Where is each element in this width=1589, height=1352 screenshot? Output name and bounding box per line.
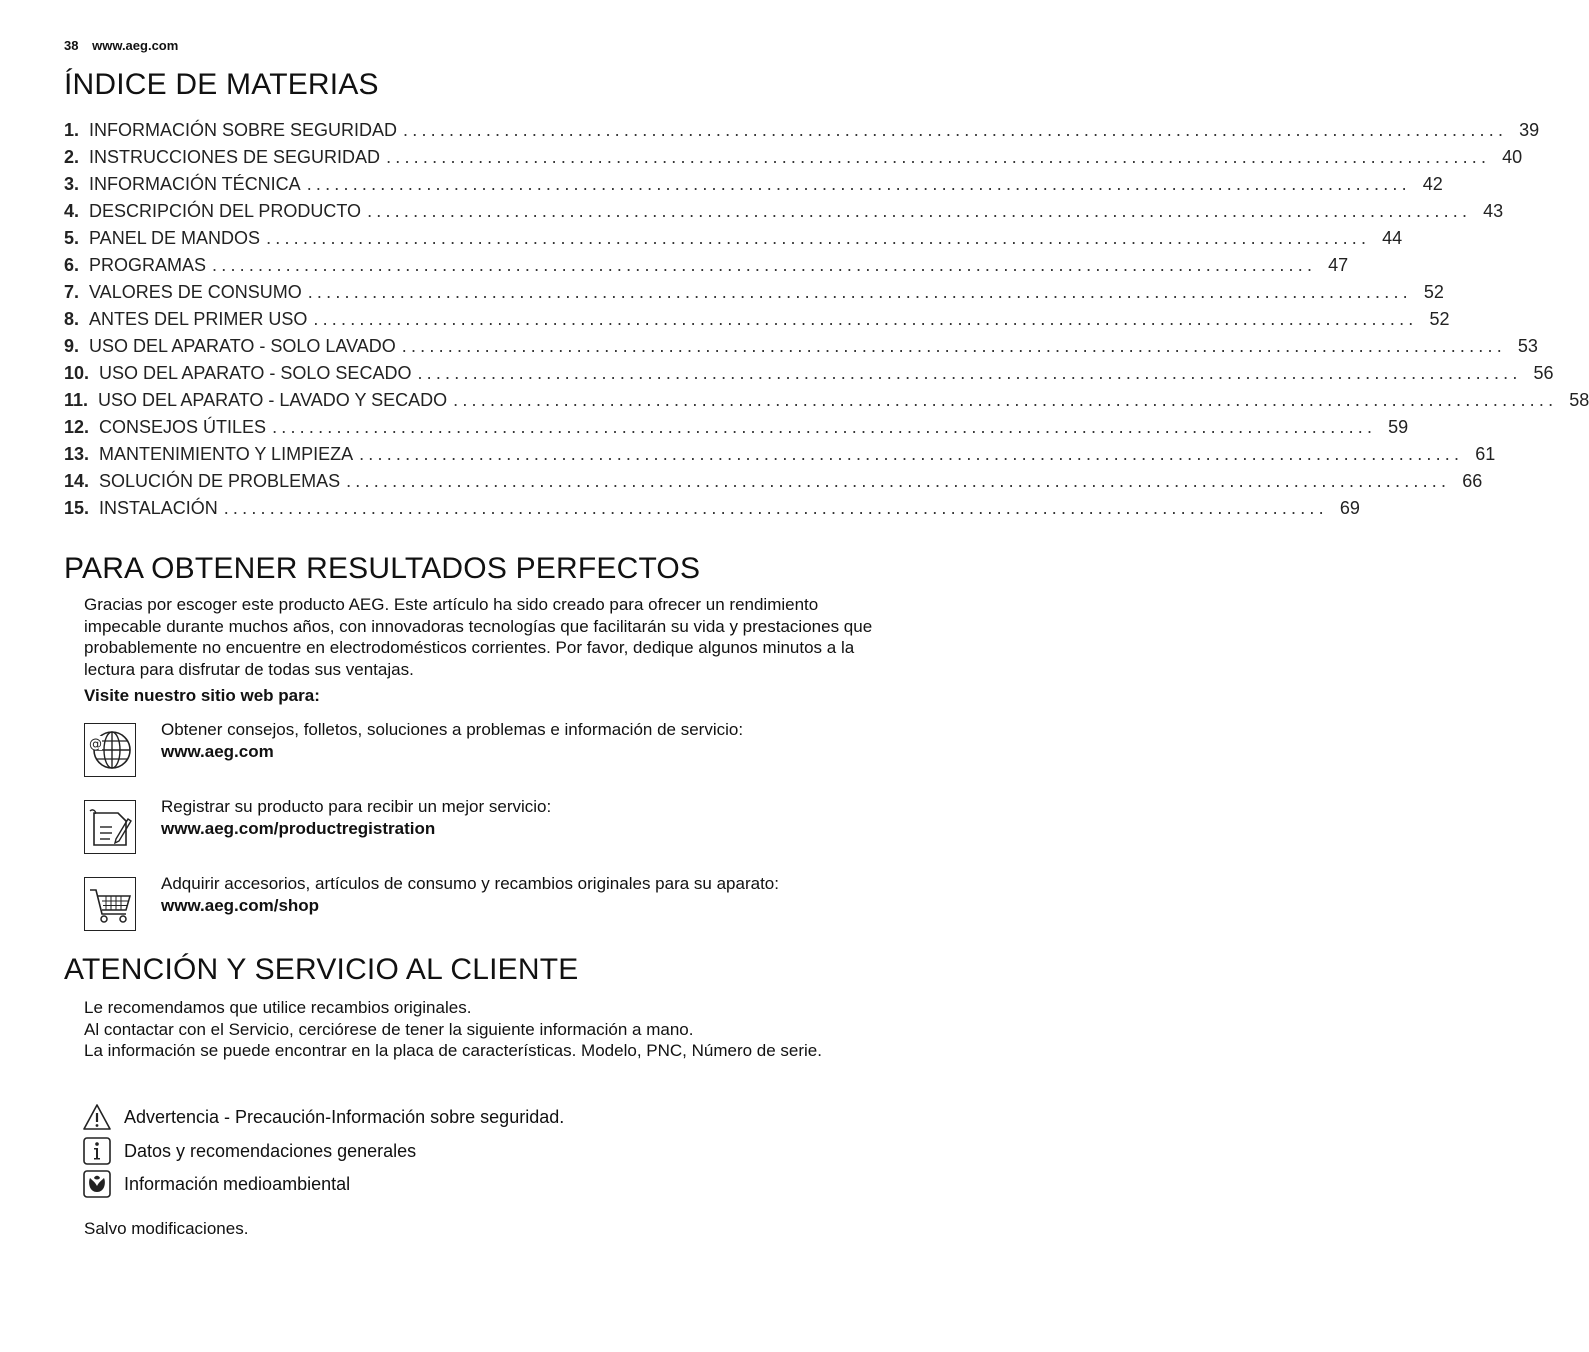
toc-item[interactable] bbox=[64, 417, 1409, 444]
web-item-text bbox=[161, 719, 743, 777]
legend-text: Advertencia - Precaución-Información sobre seguridad. bbox=[124, 1106, 565, 1127]
toc-number: 6. bbox=[64, 255, 80, 275]
toc-leader-dots: ........................................................................................................................ bbox=[313, 309, 1418, 329]
toc-number: 12. bbox=[64, 417, 90, 437]
warning-triangle-icon bbox=[84, 1104, 110, 1130]
toc-item-title: INSTRUCCIONES DE SEGURIDAD bbox=[89, 147, 381, 167]
toc-page-number: 44 bbox=[1382, 228, 1403, 248]
toc-item[interactable] bbox=[64, 120, 1540, 147]
toc-number: 1. bbox=[64, 120, 80, 140]
toc-leader-dots: ........................................................................................................................ bbox=[359, 444, 1464, 464]
toc-item-title: DESCRIPCIÓN DEL PRODUCTO bbox=[89, 201, 362, 221]
toc-page-number: 58 bbox=[1569, 390, 1589, 410]
toc-number: 4. bbox=[64, 201, 80, 221]
toc-number: 13. bbox=[64, 444, 90, 464]
toc-number: 3. bbox=[64, 174, 80, 194]
legend-text: Información medioambiental bbox=[124, 1173, 351, 1194]
service-line: Al contactar con el Servicio, cerciórese de tener la siguiente información a mano. bbox=[84, 1019, 694, 1039]
toc-leader-dots: ........................................................................................................................ bbox=[401, 336, 1506, 356]
web-link[interactable]: www.aeg.com bbox=[161, 741, 274, 761]
toc-number: 5. bbox=[64, 228, 80, 248]
toc-item[interactable] bbox=[64, 309, 1450, 336]
results-title: PARA OBTENER RESULTADOS PERFECTOS bbox=[64, 552, 701, 585]
toc-leader-dots: ........................................................................................................................ bbox=[307, 282, 1412, 302]
shopping-cart-icon bbox=[84, 877, 136, 931]
toc-item[interactable] bbox=[64, 174, 1443, 201]
toc-item-title: PROGRAMAS bbox=[89, 255, 207, 275]
toc-item-title: USO DEL APARATO - LAVADO Y SECADO bbox=[98, 390, 448, 410]
toc-number: 7. bbox=[64, 282, 80, 302]
toc-number: 2. bbox=[64, 147, 80, 167]
page-number: 38 bbox=[64, 38, 79, 53]
toc-item[interactable] bbox=[64, 201, 1504, 228]
toc-number: 14. bbox=[64, 471, 90, 491]
toc-number: 11. bbox=[64, 390, 89, 410]
toc-item[interactable] bbox=[64, 498, 1360, 525]
toc-leader-dots: ........................................................................................................................ bbox=[306, 174, 1411, 194]
service-title: ATENCIÓN Y SERVICIO AL CLIENTE bbox=[64, 953, 579, 986]
service-text bbox=[84, 997, 889, 1062]
web-item-text bbox=[161, 796, 551, 854]
toc-item[interactable] bbox=[64, 255, 1349, 282]
toc-item-title: INFORMACIÓN SOBRE SEGURIDAD bbox=[89, 120, 398, 140]
toc-leader-dots: ........................................................................................................................ bbox=[403, 120, 1508, 140]
toc-leader-dots: ........................................................................................................................ bbox=[212, 255, 1317, 275]
results-intro: Gracias por escoger este producto AEG. Este artículo ha sido creado para ofrecer un rendimiento impecable durante muchos años, con innovadoras tecnologías que facilitarán su vida y prestaciones que probablemente no encuentre en electrodomésticos corrientes. Por favor, dedique algunos minutos a la lectura para disfrutar de todas sus ventajas. bbox=[84, 595, 873, 679]
legend-text: Datos y recomendaciones generales bbox=[124, 1140, 417, 1161]
toc-item-title: ANTES DEL PRIMER USO bbox=[89, 309, 308, 329]
web-item-description: Adquirir accesorios, artículos de consumo y recambios originales para su aparato: bbox=[161, 874, 779, 893]
toc-item-title: SOLUCIÓN DE PROBLEMAS bbox=[99, 471, 341, 491]
toc-number: 8. bbox=[64, 309, 80, 329]
header-url[interactable]: www.aeg.com bbox=[92, 38, 179, 53]
toc-item-title: VALORES DE CONSUMO bbox=[89, 282, 302, 302]
toc-item[interactable] bbox=[64, 336, 1538, 363]
web-item-shop bbox=[84, 874, 889, 931]
web-item-service bbox=[84, 720, 889, 777]
web-link[interactable]: www.aeg.com/productregistration bbox=[161, 818, 436, 838]
toc-page-number: 52 bbox=[1429, 309, 1450, 329]
toc-leader-dots: ........................................................................................................................ bbox=[453, 390, 1558, 410]
page-header bbox=[64, 38, 178, 53]
toc-item[interactable] bbox=[64, 471, 1483, 498]
toc-leader-dots: ........................................................................................................................ bbox=[367, 201, 1472, 221]
toc-page-number: 42 bbox=[1422, 174, 1443, 194]
toc-title: ÍNDICE DE MATERIAS bbox=[64, 68, 379, 101]
toc-item-title: USO DEL APARATO - SOLO SECADO bbox=[99, 363, 412, 383]
toc-page-number: 66 bbox=[1462, 471, 1483, 491]
legend-warning bbox=[84, 1104, 564, 1130]
visit-label: Visite nuestro sitio web para: bbox=[84, 686, 320, 705]
toc-page-number: 56 bbox=[1533, 363, 1554, 383]
toc-number: 10. bbox=[64, 363, 90, 383]
toc-item[interactable] bbox=[64, 444, 1496, 471]
toc-leader-dots: ........................................................................................................................ bbox=[223, 498, 1328, 518]
toc-page-number: 61 bbox=[1475, 444, 1496, 464]
toc-item-title: INFORMACIÓN TÉCNICA bbox=[89, 174, 301, 194]
web-item-text bbox=[161, 873, 779, 931]
web-item-registration bbox=[84, 797, 889, 854]
footer-note: Salvo modificaciones. bbox=[84, 1219, 249, 1238]
toc-page-number: 40 bbox=[1502, 147, 1523, 167]
toc-leader-dots: ........................................................................................................................ bbox=[417, 363, 1522, 383]
legend-info bbox=[84, 1138, 416, 1164]
web-item-description: Registrar su producto para recibir un mejor servicio: bbox=[161, 797, 552, 816]
toc-page-number: 69 bbox=[1339, 498, 1360, 518]
service-line: Le recomendamos que utilice recambios originales. bbox=[84, 998, 472, 1017]
toc-leader-dots: ........................................................................................................................ bbox=[386, 147, 1491, 167]
toc-page-number: 53 bbox=[1517, 336, 1538, 356]
toc-item[interactable] bbox=[64, 282, 1444, 309]
info-icon bbox=[84, 1138, 110, 1164]
svg-text:@: @ bbox=[89, 737, 102, 752]
toc-page-number: 39 bbox=[1519, 120, 1540, 140]
toc-item[interactable] bbox=[64, 228, 1403, 255]
toc-leader-dots: ........................................................................................................................ bbox=[266, 228, 1371, 248]
toc-item[interactable] bbox=[64, 363, 1554, 390]
toc-item-title: INSTALACIÓN bbox=[99, 498, 218, 518]
toc-item-title: PANEL DE MANDOS bbox=[89, 228, 261, 248]
register-form-icon bbox=[84, 800, 136, 854]
web-link[interactable]: www.aeg.com/shop bbox=[161, 895, 320, 915]
table-of-contents bbox=[64, 120, 1589, 525]
toc-number: 15. bbox=[64, 498, 90, 518]
toc-item[interactable] bbox=[64, 147, 1523, 174]
toc-leader-dots: ........................................................................................................................ bbox=[272, 417, 1377, 437]
toc-item-title: USO DEL APARATO - SOLO LAVADO bbox=[89, 336, 396, 356]
toc-item-title: MANTENIMIENTO Y LIMPIEZA bbox=[99, 444, 354, 464]
toc-item[interactable] bbox=[64, 390, 1589, 417]
globe-at-icon bbox=[84, 723, 136, 777]
web-item-description: Obtener consejos, folletos, soluciones a problemas e información de servicio: bbox=[161, 720, 744, 739]
toc-page-number: 52 bbox=[1423, 282, 1444, 302]
toc-item-title: CONSEJOS ÚTILES bbox=[99, 417, 267, 437]
toc-number: 9. bbox=[64, 336, 80, 356]
service-line: La información se puede encontrar en la placa de características. Modelo, PNC, Número de serie. bbox=[84, 1041, 822, 1060]
toc-leader-dots: ........................................................................................................................ bbox=[346, 471, 1451, 491]
legend-environment bbox=[84, 1171, 350, 1197]
toc-page-number: 47 bbox=[1328, 255, 1349, 275]
toc-page-number: 43 bbox=[1483, 201, 1504, 221]
environment-leaf-icon bbox=[84, 1171, 110, 1197]
toc-page-number: 59 bbox=[1388, 417, 1409, 437]
